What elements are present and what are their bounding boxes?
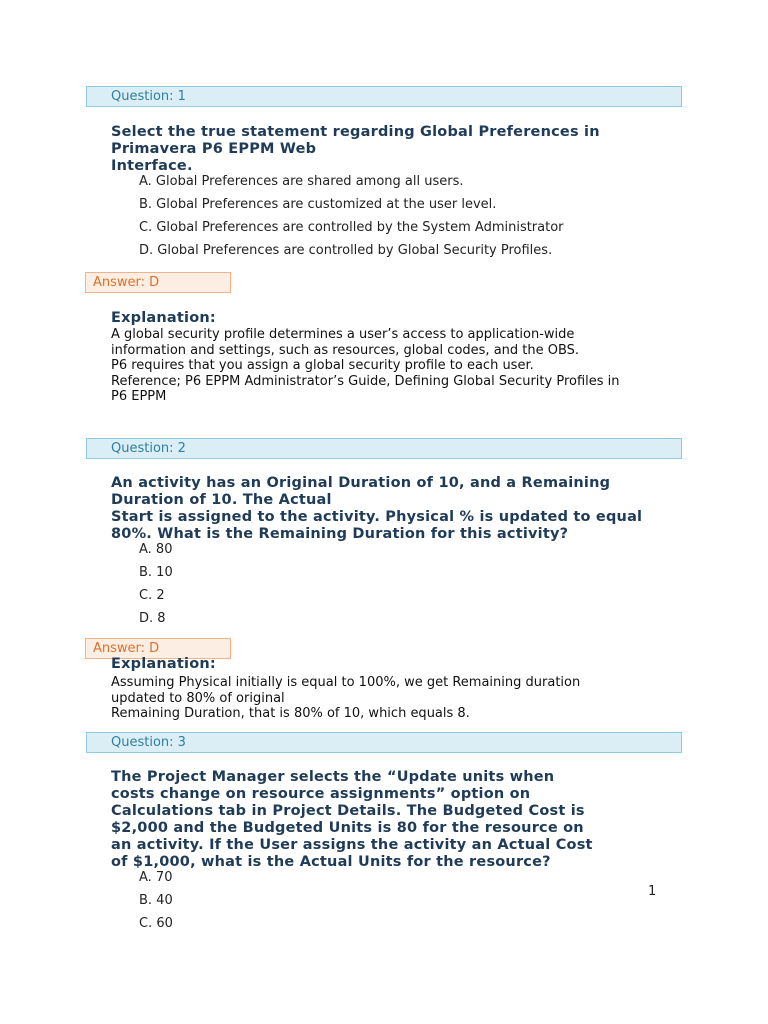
question-3-label: Question: 3 [111, 735, 186, 750]
question-1-option-c: C. Global Preferences are controlled by the System Administrator [139, 220, 564, 235]
question-1-explanation: A global security profile determines a user’s access to application-wide information and settings, such as resources, global codes, and the OBS. P6 requires that you assign a global security profile to each user. Reference; P6 EPPM Administrator’s Guide, Defining Global Security Profiles in P6 EPPM [111, 327, 620, 404]
question-1-answer [85, 272, 231, 293]
page-number: 1 [648, 884, 657, 899]
question-2-explanation-heading: Explanation: [111, 656, 216, 672]
question-1-option-a: A. Global Preferences are shared among all users. [139, 174, 464, 189]
question-1-label: Question: 1 [111, 89, 186, 104]
question-1-option-b: B. Global Preferences are customized at the user level. [139, 197, 497, 212]
question-2-label: Question: 2 [111, 441, 186, 456]
question-2-answer-label: Answer: D [93, 641, 160, 656]
question-3-option-a: A. 70 [139, 870, 173, 885]
question-1-header [86, 86, 682, 107]
question-1-option-d: D. Global Preferences are controlled by Global Security Profiles. [139, 243, 553, 258]
question-3-text: The Project Manager selects the “Update units when costs change on resource assignments” option on Calculations tab in Project Details. The Budgeted Cost is $2,000 and the Budgeted Units is 80 for the resource on an activity. If the User assigns the activity an Actual Cost of $1,000, what is the Actual Units for the resource? [111, 769, 593, 870]
question-2-option-d: D. 8 [139, 611, 166, 626]
question-2-header [86, 438, 682, 459]
question-3-option-c: C. 60 [139, 916, 173, 931]
question-1-text: Select the true statement regarding Global Preferences in Primavera P6 EPPM Web Interface. [111, 124, 600, 174]
question-2-explanation: Assuming Physical initially is equal to 100%, we get Remaining duration updated to 80% of original Remaining Duration, that is 80% of 10, which equals 8. [111, 675, 581, 721]
question-2-option-a: A. 80 [139, 542, 173, 557]
question-3-option-b: B. 40 [139, 893, 173, 908]
question-1-answer-label: Answer: D [93, 275, 160, 290]
question-2-option-b: B. 10 [139, 565, 173, 580]
question-2-text: An activity has an Original Duration of 10, and a Remaining Duration of 10. The Actual Start is assigned to the activity. Physical % is updated to equal 80%. What is the Remaining Duration for this activity? [111, 475, 643, 542]
question-1-explanation-heading: Explanation: [111, 310, 216, 326]
question-3-header [86, 732, 682, 753]
question-2-option-c: C. 2 [139, 588, 165, 603]
